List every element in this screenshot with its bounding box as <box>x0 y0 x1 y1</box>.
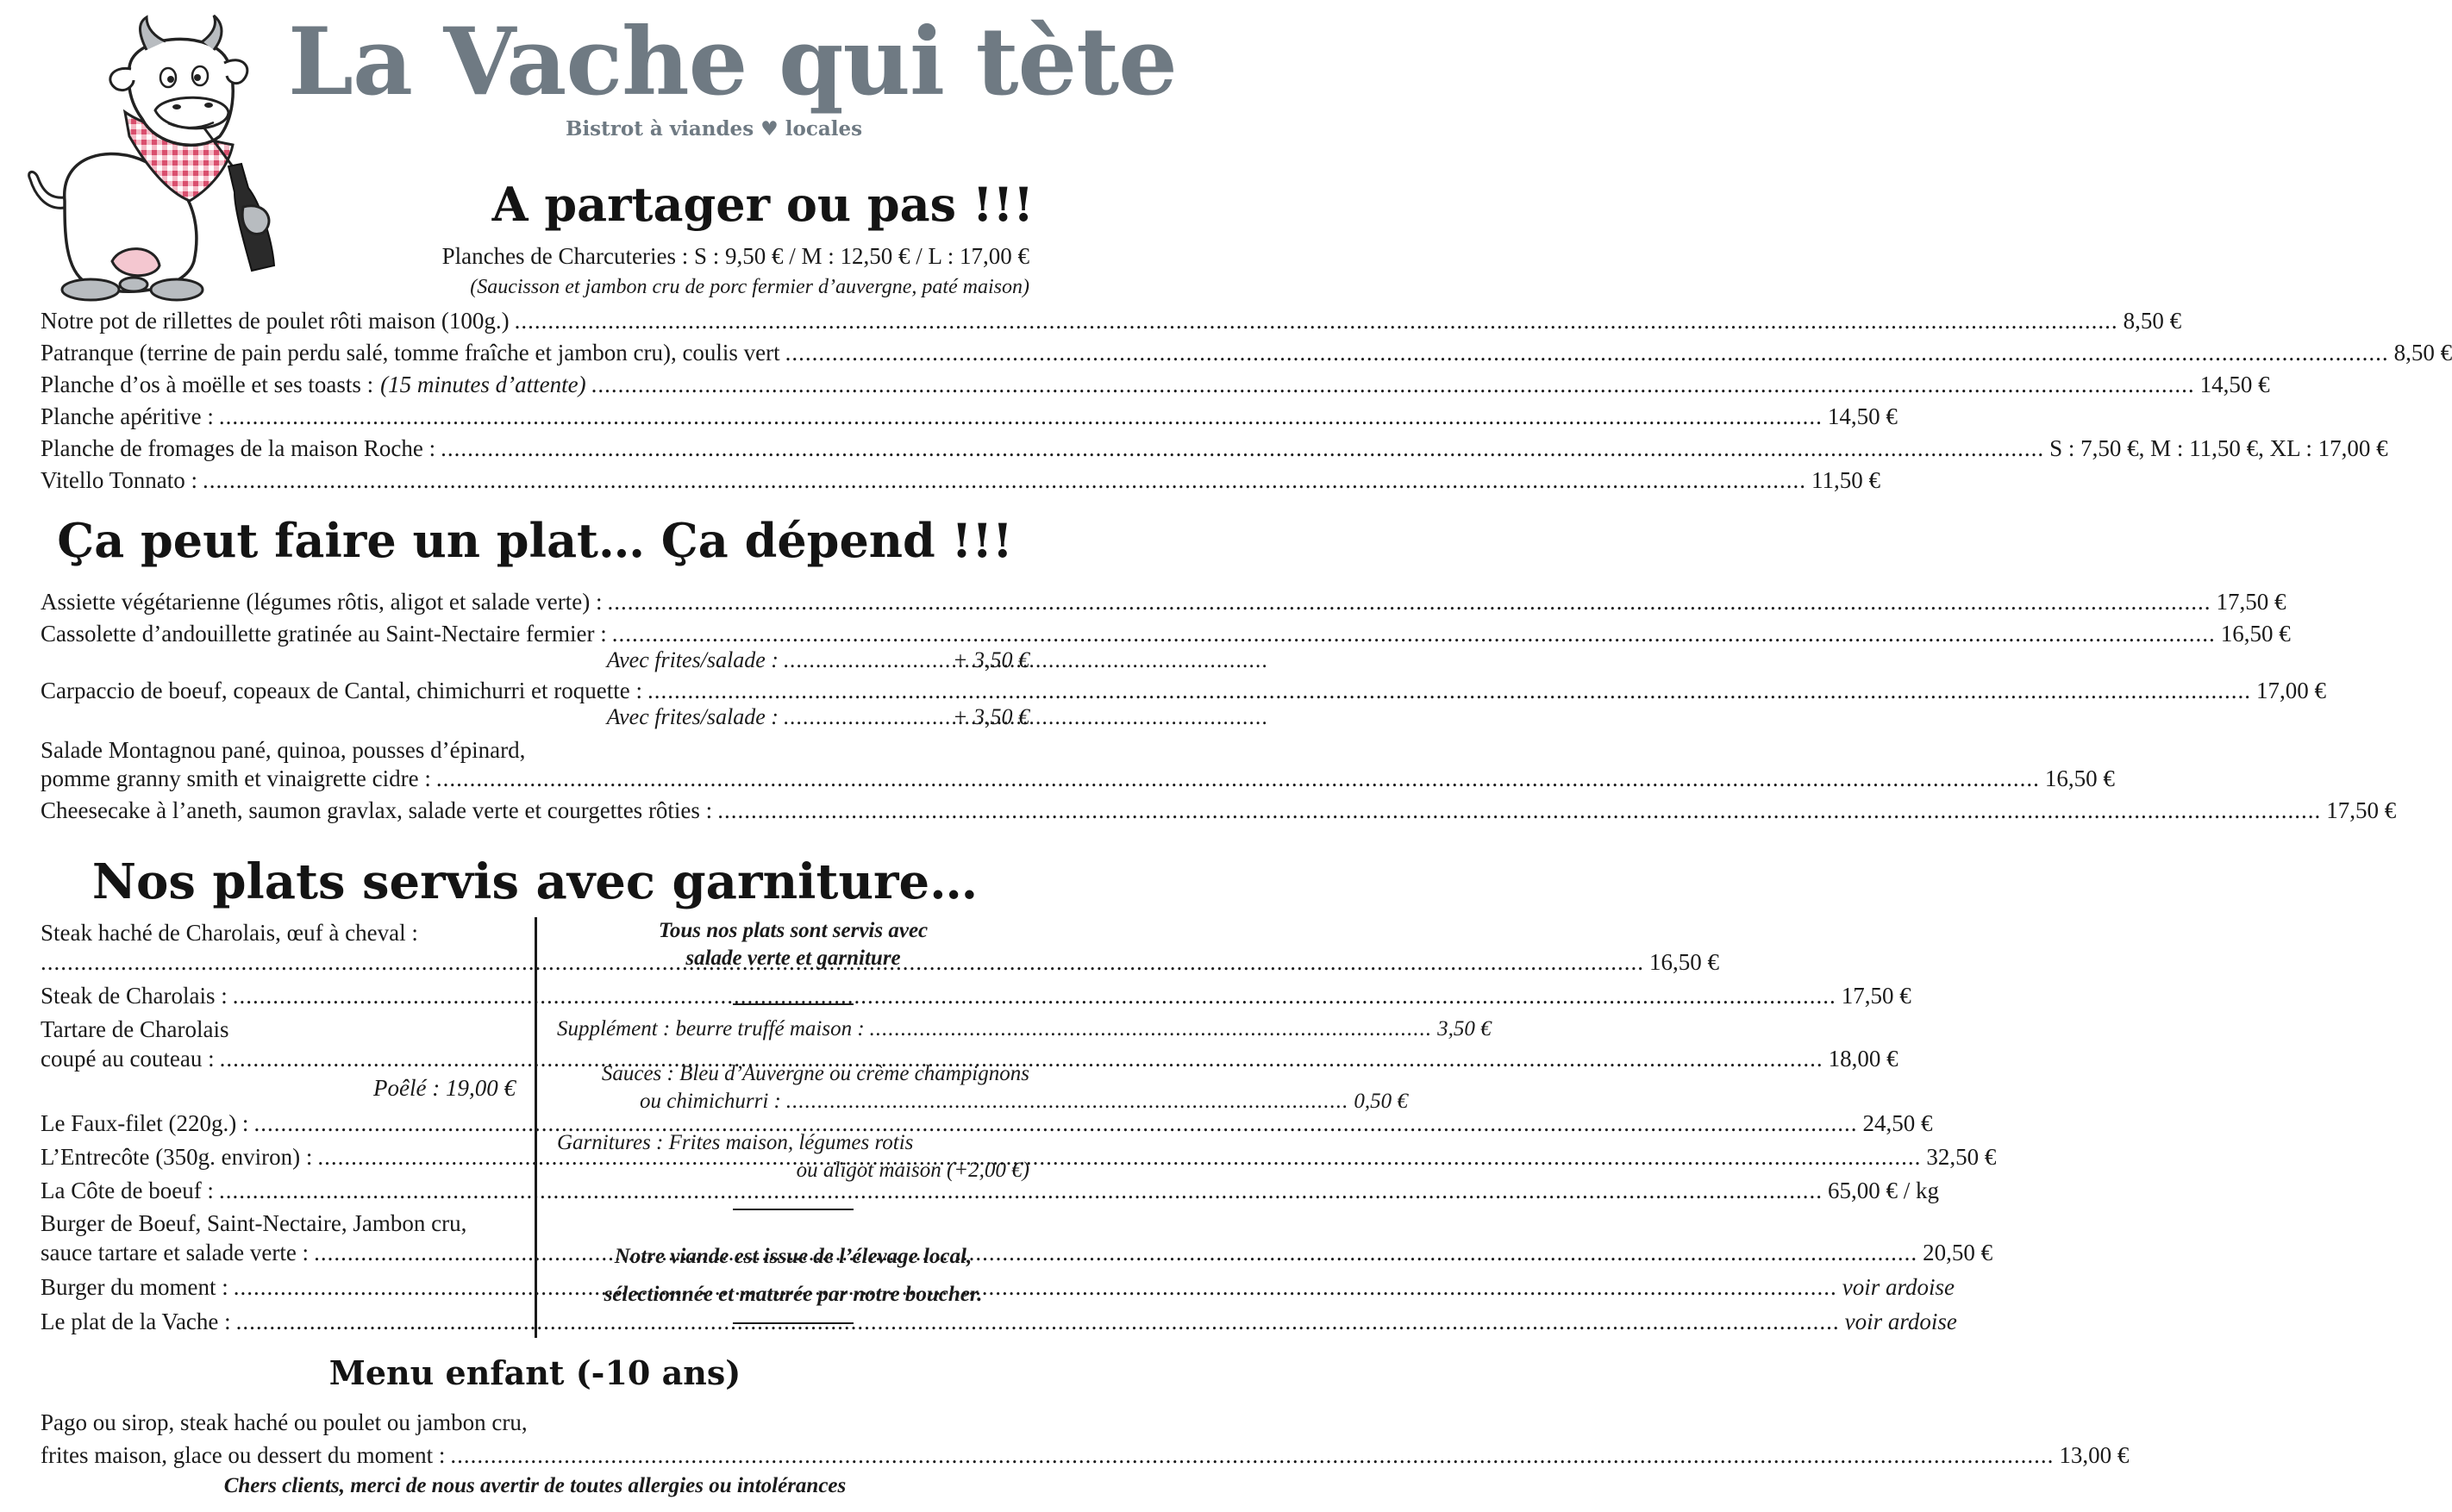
leader-dots <box>786 1088 1349 1115</box>
item-price: 17,50 € <box>2326 797 2397 823</box>
section-heading-enfant: Menu enfant (-10 ans) <box>328 1353 741 1392</box>
item-label: sauce tartare et salade verte : <box>41 1240 310 1265</box>
item-label: Steak de Charolais : <box>41 983 228 1009</box>
menu-item <box>41 401 1898 432</box>
item-price: 65,00 € / kg <box>1827 1178 1939 1203</box>
garnitures-line2: ou aligot maison (+2,00 €) <box>796 1159 1029 1182</box>
section-heading-partager: A partager ou pas !!! <box>491 177 1034 232</box>
leader-dots <box>785 337 2389 368</box>
item-label: Cheesecake à l’aneth, saumon gravlax, salade verte et courgettes rôties : <box>41 797 713 823</box>
item-price: 18,00 € <box>1828 1046 1898 1072</box>
item-price: 14,50 € <box>2199 372 2270 397</box>
item-label: Planche d’os à moëlle et ses toasts : <box>41 372 374 397</box>
item-price: voir ardoise <box>1842 1274 1955 1300</box>
item-price: 14,50 € <box>1827 403 1898 429</box>
menu-item <box>41 675 2326 706</box>
item-price: 13,00 € <box>2059 1442 2130 1468</box>
column-divider <box>535 917 537 1338</box>
menu-item <box>41 1306 1957 1337</box>
menu-item <box>41 795 2397 826</box>
item-label-line1: Salade Montagnou pané, quinoa, pousses d’épinard, <box>41 737 526 763</box>
served-note-line1: Tous nos plats sont servis avec <box>658 919 929 942</box>
leader-dots <box>441 433 2044 464</box>
menu-item <box>41 337 2452 368</box>
separator-rule <box>733 1003 854 1005</box>
supplement-price: + 3,50 € <box>952 647 1029 672</box>
supplement-truffle <box>557 1015 1492 1043</box>
item-label: coupé au couteau : <box>41 1046 215 1072</box>
menu-item <box>41 980 1911 1011</box>
viande-line1: Notre viande est issue de l’élevage local, <box>614 1245 973 1268</box>
menu-item <box>41 1108 1933 1139</box>
leader-dots <box>515 305 2118 336</box>
item-label: Notre pot de rillettes de poulet rôti maison (100g.) <box>41 308 510 334</box>
item-price: voir ardoise <box>1844 1309 1957 1334</box>
served-note <box>557 917 1029 972</box>
restaurant-title: La Vache qui tète <box>288 8 1177 116</box>
leader-dots <box>233 980 1836 1011</box>
menu-item <box>41 465 1880 496</box>
menu-item <box>41 1440 2130 1471</box>
viande-note <box>557 1238 1029 1314</box>
menu-item <box>41 369 2270 400</box>
item-price: S : 7,50 €, M : 11,50 €, XL : 17,00 € <box>2049 435 2388 461</box>
menu-item <box>41 1175 1939 1206</box>
item-label: Le plat de la Vache : <box>41 1309 231 1334</box>
item-label-line1: Steak haché de Charolais, œuf à cheval : <box>41 920 418 946</box>
item-label: Vitello Tonnato : <box>41 467 197 493</box>
leader-dots <box>219 401 1823 432</box>
item-label: pomme granny smith et vinaigrette cidre : <box>41 765 431 791</box>
item-label: Carpaccio de boeuf, copeaux de Cantal, chimichurri et roquette : <box>41 678 642 703</box>
item-price: 17,50 € <box>1841 983 1911 1009</box>
leader-dots <box>234 1271 1837 1303</box>
menu-item <box>41 586 2286 617</box>
leader-dots <box>203 465 1806 496</box>
kids-menu-line1: Pago ou sirop, steak haché ou poulet ou jambon cru, <box>41 1409 528 1435</box>
leader-dots <box>717 795 2321 826</box>
item-label: La Côte de boeuf : <box>41 1178 214 1203</box>
item-price: 11,50 € <box>1811 467 1880 493</box>
supplement-truffle-price: 3,50 € <box>1437 1017 1492 1040</box>
sauces-line2: ou chimichurri : <box>640 1090 781 1113</box>
sauces-line1: Sauces : Bleu d’Auvergne ou crème champignons <box>601 1062 1029 1085</box>
menu-item <box>41 618 2291 649</box>
sauces-note <box>557 1060 1408 1115</box>
item-price: 8,50 € <box>2393 340 2452 366</box>
allergy-notice: Chers clients, merci de nous avertir de toutes allergies ou intolérances <box>223 1474 847 1497</box>
supplement-line <box>607 703 1029 731</box>
leader-dots <box>314 1237 1917 1268</box>
item-price: 8,50 € <box>2123 308 2182 334</box>
item-label: frites maison, glace ou dessert du moment : <box>41 1442 446 1468</box>
separator-rule <box>733 1209 854 1210</box>
item-label-line1: Burger de Boeuf, Saint-Nectaire, Jambon cru, <box>41 1210 467 1236</box>
menu-item <box>41 433 2388 464</box>
item-label: Cassolette d’andouillette gratinée au Saint-Nectaire fermier : <box>41 621 607 647</box>
supplement-line <box>607 647 1029 674</box>
item-label: Patranque (terrine de pain perdu salé, tomme fraîche et jambon cru), coulis vert <box>41 340 780 366</box>
served-note-line2: salade verte et garniture <box>685 947 901 970</box>
item-label: L’Entrecôte (350g. environ) : <box>41 1144 313 1170</box>
item-note: (15 minutes d’attente) <box>380 372 586 397</box>
leader-dots <box>784 647 948 674</box>
item-label: Le Faux-filet (220g.) : <box>41 1110 249 1136</box>
leader-dots <box>612 618 2216 649</box>
item-price: 17,00 € <box>2255 678 2326 703</box>
leader-dots <box>647 675 2251 706</box>
supplement-label: Avec frites/salade : <box>606 647 779 672</box>
supplement-label: Avec frites/salade : <box>606 704 779 729</box>
item-price: 16,50 € <box>2220 621 2291 647</box>
leader-dots <box>591 369 2195 400</box>
supplement-price: + 3,50 € <box>952 704 1029 729</box>
cow-mascot-illustration <box>17 16 285 309</box>
item-price: 17,50 € <box>2216 589 2286 615</box>
viande-line2: sélectionnée et maturée par notre boucher. <box>604 1283 983 1306</box>
menu-item <box>41 305 2182 336</box>
garnitures-line1: Garnitures : Frites maison, légumes rotis <box>557 1131 914 1154</box>
item-label: Burger du moment : <box>41 1274 228 1300</box>
charcuterie-description: (Saucisson et jambon cru de porc fermier d’auvergne, paté maison) <box>470 276 1029 298</box>
garnitures-note <box>557 1129 1029 1184</box>
section-heading-plat: Ça peut faire un plat… Ça dépend !!! <box>57 513 1013 568</box>
charcuterie-line: Planches de Charcuteries : S : 9,50 € / M : 12,50 € / L : 17,00 € <box>441 243 1029 269</box>
menu-item <box>41 763 2115 794</box>
restaurant-subtitle: Bistrot à viandes ♥ locales <box>566 117 863 141</box>
sauces-price: 0,50 € <box>1354 1090 1408 1113</box>
leader-dots <box>450 1440 2054 1471</box>
leader-dots <box>870 1015 1433 1043</box>
item-price: 16,50 € <box>1649 949 1719 975</box>
item-price: 20,50 € <box>1923 1240 1993 1265</box>
leader-dots <box>784 703 948 731</box>
item-price: 32,50 € <box>1926 1144 1997 1170</box>
supplement-truffle-label: Supplément : beurre truffé maison : <box>557 1017 865 1040</box>
item-variant-price: Poêlé : 19,00 € <box>373 1075 516 1101</box>
leader-dots <box>436 763 2040 794</box>
leader-dots <box>608 586 2211 617</box>
item-label: Planche apéritive : <box>41 403 214 429</box>
item-label-line1: Tartare de Charolais <box>41 1016 229 1042</box>
separator-rule <box>733 1322 854 1324</box>
leader-dots <box>236 1306 1840 1337</box>
item-label: Assiette végétarienne (légumes rôtis, aligot et salade verte) : <box>41 589 603 615</box>
item-label: Planche de fromages de la maison Roche : <box>41 435 436 461</box>
item-price: 16,50 € <box>2044 765 2115 791</box>
section-heading-garniture: Nos plats servis avec garniture… <box>91 853 979 910</box>
item-price: 24,50 € <box>1862 1110 1933 1136</box>
